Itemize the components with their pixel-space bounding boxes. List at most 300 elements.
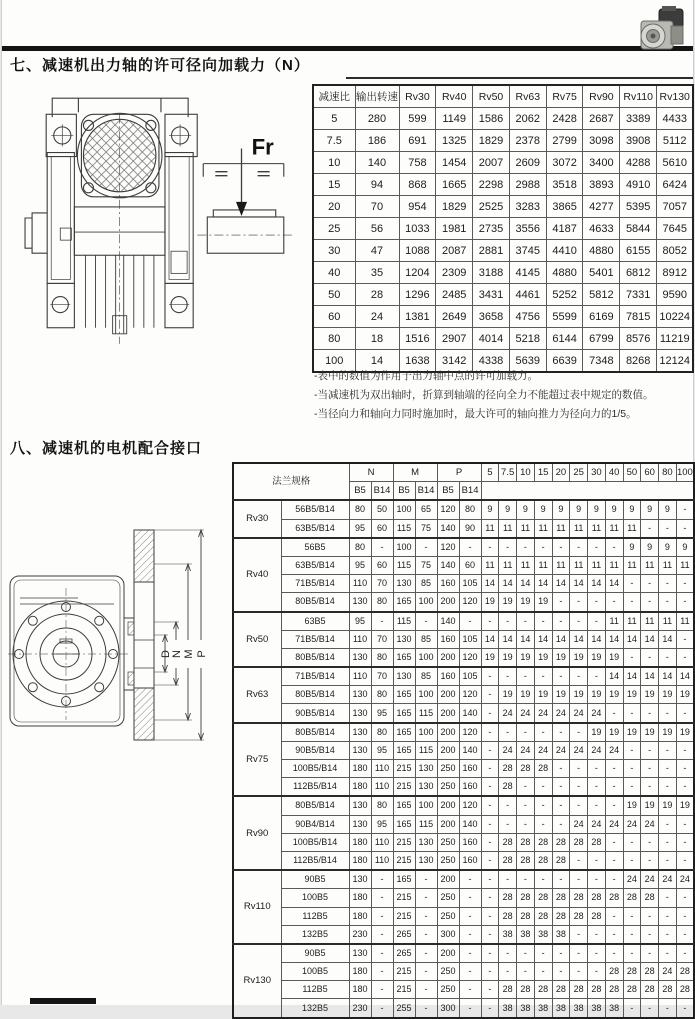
dimension-cell: 230: [349, 999, 371, 1018]
flange-spec-cell: 56B5: [281, 538, 349, 557]
power-code-cell: 14: [481, 575, 499, 593]
load-value-cell: 6812: [620, 262, 657, 284]
flange-spec-cell: 112B5/B14: [281, 778, 349, 797]
ratio-cell: 80: [313, 328, 355, 350]
load-value-cell: 1981: [436, 218, 473, 240]
flange-spec-cell: 132B5: [281, 999, 349, 1018]
dimension-cell: 140: [459, 741, 481, 759]
power-code-cell: -: [570, 851, 588, 870]
power-code-cell: -: [499, 944, 517, 963]
load-table-row: [313, 240, 693, 262]
power-code-cell: -: [481, 667, 499, 686]
ratio-cell: 5: [313, 108, 355, 130]
power-code-cell: -: [552, 538, 570, 557]
power-code-cell: -: [659, 575, 677, 593]
power-code-cell: -: [481, 889, 499, 907]
power-code-cell: 28: [623, 981, 641, 999]
power-code-cell: 14: [605, 667, 623, 686]
dimension-cell: 80: [459, 500, 481, 519]
load-value-cell: 868: [399, 174, 436, 196]
power-code-cell: 28: [499, 981, 517, 999]
mount-type-header: B14: [371, 482, 393, 501]
flange-spec-header: 法兰规格: [233, 463, 349, 500]
interface-table-row: [233, 889, 694, 907]
power-code-cell: 14: [499, 630, 517, 648]
dimension-cell: 200: [437, 704, 459, 723]
flange-spec-cell: 100B5/B14: [281, 833, 349, 851]
dimension-cell: 250: [437, 907, 459, 925]
flange-spec-cell: 100B5: [281, 963, 349, 981]
load-value-cell: 4277: [583, 196, 620, 218]
load-table-row: [313, 306, 693, 328]
load-value-cell: 3072: [546, 152, 583, 174]
power-code-cell: -: [676, 925, 694, 944]
load-value-cell: 1638: [399, 350, 436, 373]
power-code-cell: -: [659, 760, 677, 778]
dimension-cell: 110: [371, 760, 393, 778]
power-code-cell: -: [517, 870, 535, 889]
power-code-cell: -: [481, 925, 499, 944]
dimension-cell: 100: [415, 593, 437, 612]
section8-title: 八、减速机的电机配合接口: [10, 440, 203, 457]
load-value-cell: 1149: [436, 108, 473, 130]
dimension-cell: 255: [393, 999, 415, 1018]
dimension-cell: 165: [393, 686, 415, 704]
dimension-cell: 165: [393, 741, 415, 759]
power-code-cell: -: [659, 925, 677, 944]
dimension-cell: 115: [393, 519, 415, 538]
flange-spec-cell: 80B5/B14: [281, 723, 349, 742]
power-code-cell: -: [499, 796, 517, 815]
dimension-cell: 90: [459, 519, 481, 538]
gearbox-flange-drawing: [8, 522, 238, 750]
power-code-cell: 19: [605, 686, 623, 704]
power-code-cell: 11: [588, 519, 606, 538]
power-code-cell: 9: [588, 500, 606, 519]
power-code-cell: -: [641, 907, 659, 925]
power-code-cell: 28: [499, 778, 517, 797]
power-code-cell: -: [605, 944, 623, 963]
ratio-col-header: 40: [605, 463, 623, 482]
power-code-cell: 9: [499, 500, 517, 519]
power-code-cell: 11: [659, 556, 677, 574]
dimension-cell: 60: [459, 556, 481, 574]
flange-spec-cell: 71B5/B14: [281, 575, 349, 593]
power-code-cell: 38: [552, 925, 570, 944]
power-code-cell: -: [570, 870, 588, 889]
interface-table-row: [233, 981, 694, 999]
dimension-cell: 130: [349, 741, 371, 759]
load-value-cell: 2087: [436, 240, 473, 262]
dimension-cell: -: [371, 963, 393, 981]
load-value-cell: 6639: [546, 350, 583, 373]
load-table-header: Rv110: [620, 85, 657, 108]
power-code-cell: -: [605, 593, 623, 612]
power-code-cell: 28: [676, 963, 694, 981]
flange-spec-cell: 63B5: [281, 612, 349, 631]
power-code-cell: 9: [623, 538, 641, 557]
power-code-cell: -: [517, 796, 535, 815]
load-value-cell: 8052: [657, 240, 694, 262]
load-value-cell: 2881: [473, 240, 510, 262]
power-code-cell: 28: [641, 963, 659, 981]
dimension-cell: 120: [459, 686, 481, 704]
power-code-cell: -: [481, 944, 499, 963]
power-code-cell: -: [481, 723, 499, 742]
interface-table-row: [233, 575, 694, 593]
power-code-cell: -: [481, 612, 499, 631]
power-code-cell: 24: [588, 704, 606, 723]
flange-spec-cell: 63B5/B14: [281, 519, 349, 538]
power-code-cell: -: [641, 593, 659, 612]
dimension-cell: 250: [437, 778, 459, 797]
dimension-cell: -: [371, 944, 393, 963]
dimension-cell: 180: [349, 889, 371, 907]
power-code-cell: 24: [552, 741, 570, 759]
flange-spec-cell: 90B5/B14: [281, 704, 349, 723]
load-table-row: [313, 108, 693, 130]
load-value-cell: 2907: [436, 328, 473, 350]
load-value-cell: 9590: [657, 284, 694, 306]
dimension-cell: 80: [349, 538, 371, 557]
power-code-cell: -: [676, 630, 694, 648]
model-cell: Rv40: [233, 538, 281, 612]
power-code-cell: -: [659, 833, 677, 851]
power-code-cell: -: [623, 999, 641, 1018]
dimension-cell: -: [415, 981, 437, 999]
power-code-cell: 11: [623, 519, 641, 538]
model-cell: Rv30: [233, 500, 281, 537]
load-table-header: Rv63: [509, 85, 546, 108]
load-value-cell: 7348: [583, 350, 620, 373]
power-code-cell: -: [517, 538, 535, 557]
power-code-cell: -: [552, 796, 570, 815]
power-code-cell: 11: [676, 612, 694, 631]
power-code-cell: -: [534, 667, 552, 686]
interface-table-row: [233, 741, 694, 759]
dimension-cell: 180: [349, 833, 371, 851]
output-speed-cell: 94: [355, 174, 399, 196]
dimension-cell: 215: [393, 907, 415, 925]
power-code-cell: -: [641, 648, 659, 667]
power-code-cell: -: [570, 667, 588, 686]
load-value-cell: 6169: [583, 306, 620, 328]
dimension-cell: 85: [415, 667, 437, 686]
power-code-cell: 11: [623, 556, 641, 574]
dimension-cell: 95: [349, 556, 371, 574]
power-code-cell: 14: [605, 630, 623, 648]
power-code-cell: 28: [517, 833, 535, 851]
load-table-row: [313, 174, 693, 196]
power-code-cell: -: [623, 851, 641, 870]
power-code-cell: 28: [534, 907, 552, 925]
power-code-cell: 28: [534, 981, 552, 999]
dimension-cell: 130: [349, 815, 371, 833]
load-value-cell: 3098: [583, 130, 620, 152]
load-value-cell: 2428: [546, 108, 583, 130]
power-code-cell: 11: [659, 612, 677, 631]
power-code-cell: 28: [534, 889, 552, 907]
power-code-cell: -: [588, 944, 606, 963]
power-code-cell: 11: [676, 556, 694, 574]
ratio-col-header: 50: [623, 463, 641, 482]
power-code-cell: 38: [534, 999, 552, 1018]
load-table-row: [313, 284, 693, 306]
footer-mark: [30, 998, 96, 1004]
power-code-cell: -: [623, 833, 641, 851]
power-code-cell: -: [659, 778, 677, 797]
power-code-cell: 28: [552, 851, 570, 870]
model-cell: Rv63: [233, 667, 281, 723]
dimension-cell: 160: [437, 667, 459, 686]
dimension-cell: 105: [459, 630, 481, 648]
dimension-cell: 265: [393, 925, 415, 944]
dimension-cell: 230: [349, 925, 371, 944]
power-code-cell: -: [499, 612, 517, 631]
power-code-cell: -: [641, 704, 659, 723]
dimension-cell: -: [415, 907, 437, 925]
ratio-cell: 7.5: [313, 130, 355, 152]
power-code-cell: -: [623, 648, 641, 667]
power-code-cell: -: [588, 796, 606, 815]
power-code-cell: 19: [623, 723, 641, 742]
power-code-cell: -: [588, 851, 606, 870]
power-code-cell: -: [552, 760, 570, 778]
power-code-cell: -: [659, 999, 677, 1018]
dimension-cell: -: [371, 889, 393, 907]
load-value-cell: 4461: [509, 284, 546, 306]
power-code-cell: 19: [605, 648, 623, 667]
ratio-col-header: 15: [534, 463, 552, 482]
load-value-cell: 2609: [509, 152, 546, 174]
power-code-cell: 24: [641, 870, 659, 889]
power-code-cell: -: [588, 612, 606, 631]
power-code-cell: 24: [517, 741, 535, 759]
power-code-cell: -: [605, 851, 623, 870]
load-value-cell: 5218: [509, 328, 546, 350]
power-code-cell: 28: [499, 760, 517, 778]
power-code-cell: 11: [517, 556, 535, 574]
power-code-cell: -: [534, 944, 552, 963]
power-code-cell: 11: [570, 556, 588, 574]
power-code-cell: 28: [552, 889, 570, 907]
title7-underline: [346, 77, 693, 79]
power-code-cell: -: [570, 778, 588, 797]
power-code-cell: 24: [605, 815, 623, 833]
load-value-cell: 2687: [583, 108, 620, 130]
dimension-cell: -: [459, 538, 481, 557]
power-code-cell: 24: [570, 741, 588, 759]
load-value-cell: 2378: [509, 130, 546, 152]
ratio-col-header: 7.5: [499, 463, 517, 482]
power-code-cell: 28: [499, 833, 517, 851]
power-code-cell: 24: [623, 815, 641, 833]
note-line: -表中的数值为作用于出力轴中点的许可加载力。: [314, 370, 538, 382]
power-code-cell: -: [481, 833, 499, 851]
dimension-cell: 250: [437, 851, 459, 870]
power-code-cell: 28: [534, 760, 552, 778]
interface-table-row: [233, 870, 694, 889]
power-code-cell: 11: [534, 556, 552, 574]
dim-group-header: P: [437, 463, 481, 482]
dimension-cell: 165: [393, 815, 415, 833]
power-code-cell: 28: [605, 889, 623, 907]
power-code-cell: 24: [623, 870, 641, 889]
power-code-cell: -: [605, 907, 623, 925]
dimension-cell: 120: [459, 723, 481, 742]
dimension-cell: 165: [393, 723, 415, 742]
flange-spec-cell: 71B5/B14: [281, 630, 349, 648]
dimension-cell: 165: [393, 593, 415, 612]
flange-spec-cell: 80B5/B14: [281, 648, 349, 667]
load-table-row: [313, 262, 693, 284]
output-speed-cell: 56: [355, 218, 399, 240]
dimension-cell: 120: [459, 593, 481, 612]
power-code-cell: 14: [552, 575, 570, 593]
power-code-cell: 28: [517, 907, 535, 925]
power-code-cell: 28: [676, 981, 694, 999]
power-code-cell: 9: [534, 500, 552, 519]
dimension-cell: 250: [437, 833, 459, 851]
dimension-cell: 200: [437, 593, 459, 612]
power-code-cell: -: [517, 963, 535, 981]
dimension-cell: 50: [371, 500, 393, 519]
power-code-cell: -: [499, 667, 517, 686]
flange-spec-cell: 80B5/B14: [281, 593, 349, 612]
power-code-cell: 38: [552, 999, 570, 1018]
load-value-cell: 758: [399, 152, 436, 174]
load-value-cell: 4880: [546, 262, 583, 284]
power-code-cell: -: [641, 760, 659, 778]
ratio-col-header: 100: [676, 463, 694, 482]
dimension-cell: 70: [371, 667, 393, 686]
dimension-cell: 80: [371, 593, 393, 612]
dimension-cell: 180: [349, 851, 371, 870]
power-code-cell: -: [659, 815, 677, 833]
mount-type-header: B14: [415, 482, 437, 501]
dimension-cell: 165: [393, 704, 415, 723]
dimension-cell: 100: [415, 686, 437, 704]
dimension-cell: 130: [393, 575, 415, 593]
load-value-cell: 3188: [473, 262, 510, 284]
power-code-cell: 28: [641, 889, 659, 907]
power-code-cell: 19: [517, 686, 535, 704]
power-code-cell: 19: [676, 723, 694, 742]
power-code-cell: 14: [605, 575, 623, 593]
power-code-cell: 19: [623, 796, 641, 815]
power-code-cell: -: [641, 833, 659, 851]
dimension-cell: -: [459, 889, 481, 907]
mount-type-header: B5: [437, 482, 459, 501]
dimension-cell: -: [415, 999, 437, 1018]
power-code-cell: 28: [534, 851, 552, 870]
load-value-cell: 954: [399, 196, 436, 218]
power-code-cell: 38: [605, 999, 623, 1018]
dimension-cell: 65: [415, 500, 437, 519]
dimension-cell: -: [371, 981, 393, 999]
gearmotor-photo: [629, 6, 691, 58]
dimension-cell: 130: [415, 778, 437, 797]
power-code-cell: 11: [481, 519, 499, 538]
power-code-cell: -: [641, 851, 659, 870]
power-code-cell: 19: [499, 593, 517, 612]
output-speed-cell: 28: [355, 284, 399, 306]
power-code-cell: -: [641, 575, 659, 593]
power-code-cell: 24: [517, 704, 535, 723]
power-code-cell: -: [534, 723, 552, 742]
power-code-cell: -: [517, 944, 535, 963]
load-value-cell: 6155: [620, 240, 657, 262]
load-value-cell: 5639: [509, 350, 546, 373]
power-code-cell: -: [570, 538, 588, 557]
power-code-cell: 24: [499, 704, 517, 723]
dimension-cell: -: [371, 870, 393, 889]
power-code-cell: 9: [623, 500, 641, 519]
power-code-cell: -: [534, 612, 552, 631]
load-value-cell: 1033: [399, 218, 436, 240]
power-code-cell: 14: [481, 630, 499, 648]
dimension-cell: 120: [459, 796, 481, 815]
dimension-cell: 140: [437, 519, 459, 538]
power-code-cell: -: [659, 741, 677, 759]
power-code-cell: 11: [481, 556, 499, 574]
power-code-cell: -: [676, 944, 694, 963]
dimension-cell: 160: [459, 760, 481, 778]
power-code-cell: -: [605, 833, 623, 851]
power-code-cell: 9: [552, 500, 570, 519]
power-code-cell: 24: [499, 741, 517, 759]
dimension-cell: -: [459, 981, 481, 999]
power-code-cell: 11: [552, 556, 570, 574]
load-value-cell: 7057: [657, 196, 694, 218]
load-value-cell: 8576: [620, 328, 657, 350]
power-code-cell: 28: [517, 981, 535, 999]
header-rule-bar: [2, 46, 693, 51]
interface-table-row: [233, 796, 694, 815]
load-value-cell: 6799: [583, 328, 620, 350]
load-value-cell: 1516: [399, 328, 436, 350]
ratio-cell: 40: [313, 262, 355, 284]
dimension-cell: 165: [393, 796, 415, 815]
power-code-cell: -: [676, 593, 694, 612]
load-value-cell: 1204: [399, 262, 436, 284]
power-code-cell: 9: [481, 500, 499, 519]
power-code-cell: 19: [481, 593, 499, 612]
dimension-cell: 215: [393, 760, 415, 778]
dim-label-n: N: [171, 650, 183, 658]
dimension-cell: 200: [437, 723, 459, 742]
power-code-cell: 28: [499, 851, 517, 870]
interface-table-row: [233, 833, 694, 851]
load-value-cell: 5252: [546, 284, 583, 306]
load-value-cell: 3908: [620, 130, 657, 152]
load-value-cell: 2735: [473, 218, 510, 240]
power-code-cell: 38: [517, 925, 535, 944]
power-code-cell: -: [676, 648, 694, 667]
power-code-cell: 28: [605, 963, 623, 981]
dimension-cell: 110: [349, 667, 371, 686]
power-code-cell: 11: [605, 612, 623, 631]
interface-table-row: [233, 944, 694, 963]
ratio-cell: 60: [313, 306, 355, 328]
power-code-cell: 38: [534, 925, 552, 944]
ratio-col-header: 5: [481, 463, 499, 482]
model-cell: Rv50: [233, 612, 281, 668]
dimension-cell: 215: [393, 889, 415, 907]
load-value-cell: 5812: [583, 284, 620, 306]
dimension-cell: 180: [349, 981, 371, 999]
power-code-cell: -: [623, 704, 641, 723]
